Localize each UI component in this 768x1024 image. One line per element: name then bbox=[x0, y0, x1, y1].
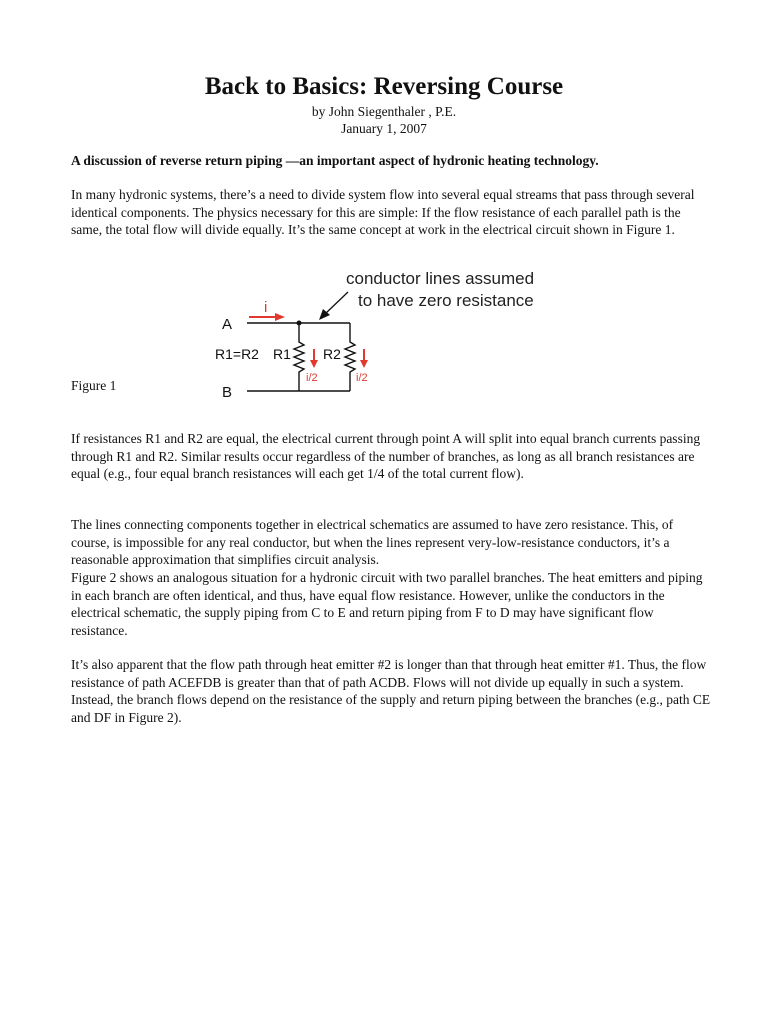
article-byline: by John Siegenthaler , P.E. bbox=[311, 104, 457, 119]
figure-1-caption: Figure 1 bbox=[71, 378, 117, 393]
paragraph-4: Figure 2 shows an analogous situation for a hydronic circuit with two parallel branches. The heat emitters and piping in each branch are often identical, and thus, have equal flow resistance. However, unlike the conductors in the electrical schematic, the supply piping from C to E and return piping from F to D may have significant flow resistance. bbox=[71, 570, 703, 638]
branch-2-current-label: i/2 bbox=[356, 372, 368, 384]
annotation-line-2: to have zero resistance bbox=[358, 291, 534, 310]
article-date: January 1, 2007 bbox=[341, 121, 427, 136]
paragraph-2: If resistances R1 and R2 are equal, the electrical current through point A will split into equal branch currents passing through R1 and R2. Similar results occur regardless of the number of branches, as long as all branch resistances are equal (e.g., four equal branch resistances will each get 1/4 of the total current flow). bbox=[71, 431, 701, 482]
leader-line bbox=[325, 292, 348, 314]
node-a-label: A bbox=[222, 316, 233, 333]
resistor-r2 bbox=[345, 323, 355, 391]
resistor-r1 bbox=[294, 323, 304, 391]
branch-2-arrow-head bbox=[360, 360, 368, 368]
current-arrow-head bbox=[275, 313, 285, 321]
paragraph-3: The lines connecting components together in electrical schematics are assumed to have zero resistance. This, of course, is impossible for any real conductor, but when the lines represent very-low-resistance conductors, it’s a reasonable approximation that simplifies circuit analysis. bbox=[71, 517, 674, 568]
annotation-line-1: conductor lines assumed bbox=[346, 269, 535, 288]
article-lede: A discussion of reverse return piping —an important aspect of hydronic heating technology. bbox=[71, 153, 599, 168]
branch-1-arrow-head bbox=[310, 360, 318, 368]
paragraph-5: It’s also apparent that the flow path through heat emitter #2 is longer than that through heat emitter #1. Thus, the flow resistance of path ACEFDB is greater than that of path ACDB. Flows will not divide up equally in such a system. Instead, the branch flows depend on the resistance of the supply and return piping between the branches (e.g., path CE and DF in Figure 2). bbox=[71, 657, 711, 725]
r2-label: R2 bbox=[323, 346, 341, 362]
article-title: Back to Basics: Reversing Course bbox=[204, 73, 564, 100]
current-label: i bbox=[264, 299, 268, 316]
r1-label: R1 bbox=[273, 346, 291, 362]
branch-1-current-label: i/2 bbox=[306, 372, 318, 384]
figure-1-diagram bbox=[206, 262, 576, 406]
equation-label: R1=R2 bbox=[215, 346, 259, 362]
paragraph-1: In many hydronic systems, there’s a need to divide system flow into several equal streams that pass through several identical components. The physics necessary for this are simple: If the flow resistance of each parallel path is the same, the total flow will divide equally. It’s the same concept at work in the electrical circuit shown in Figure 1. bbox=[71, 187, 695, 238]
node-b-label: B bbox=[222, 384, 233, 401]
